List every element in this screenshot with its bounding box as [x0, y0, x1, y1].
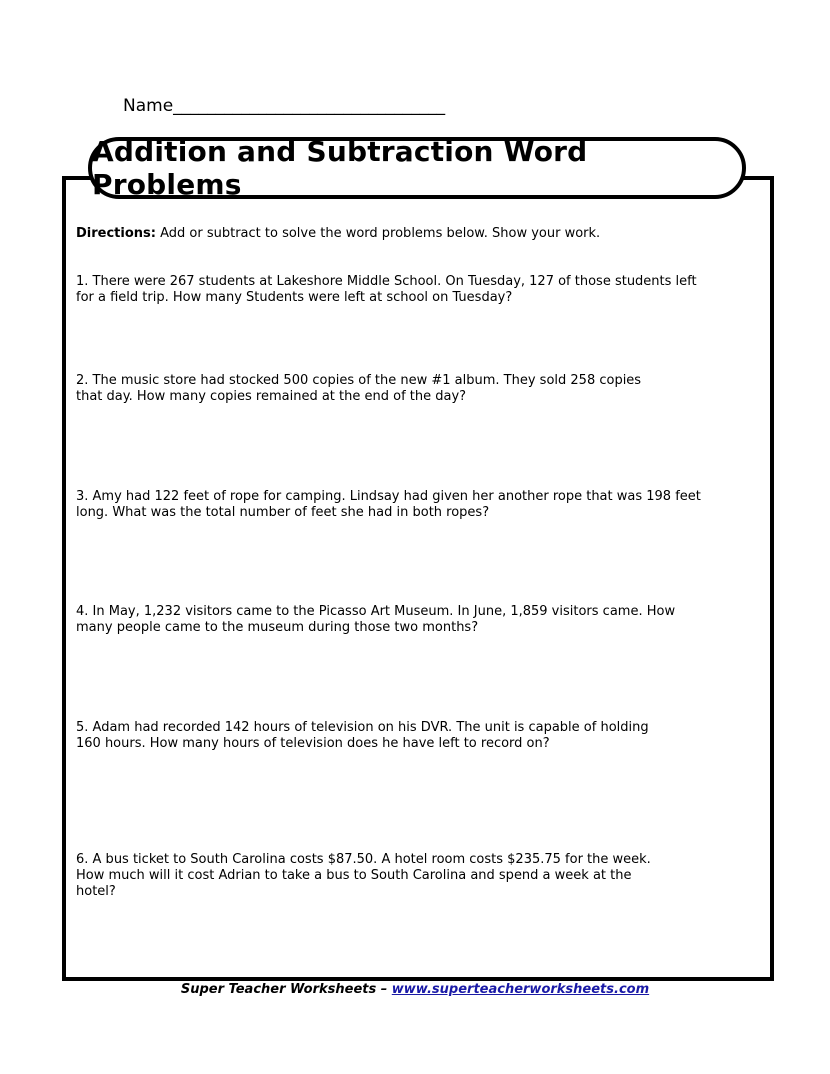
problem-3: 3. Amy had 122 feet of rope for camping. Lindsay had given her another rope that was 198 feet long. What was the total number of feet she had in both ropes? — [76, 489, 701, 520]
footer-text: Super Teacher Worksheets – — [180, 982, 392, 997]
footer — [0, 982, 830, 997]
name-field — [123, 96, 445, 116]
problem-6: 6. A bus ticket to South Carolina costs $87.50. A hotel room costs $235.75 for the week. How much will it cost Adrian to take a bus to South Carolina and spend a week at the hotel? — [76, 852, 651, 899]
worksheet-content — [76, 226, 756, 899]
name-blank: ________________________________ — [173, 96, 446, 116]
problem-1: 1. There were 267 students at Lakeshore Middle School. On Tuesday, 127 of those students left for a field trip. How many Students were left at school on Tuesday? — [76, 274, 697, 305]
directions-text: Add or subtract to solve the word problems below. Show your work. — [155, 226, 601, 241]
footer-link[interactable]: www.superteacherworksheets.com — [391, 982, 650, 997]
page-title: Addition and Subtraction Word Problems — [92, 135, 588, 201]
name-label: Name — [123, 96, 174, 116]
problem-2: 2. The music store had stocked 500 copies of the new #1 album. They sold 258 copies that day. How many copies remained at the end of the day? — [76, 373, 642, 404]
directions-label: Directions: — [76, 226, 156, 241]
problem-4: 4. In May, 1,232 visitors came to the Picasso Art Museum. In June, 1,859 visitors came. How many people came to the museum during those two months? — [76, 604, 676, 635]
directions — [76, 226, 756, 242]
title-banner — [88, 137, 746, 199]
problem-5: 5. Adam had recorded 142 hours of television on his DVR. The unit is capable of holding 160 hours. How many hours of television does he have left to record on? — [76, 720, 649, 751]
